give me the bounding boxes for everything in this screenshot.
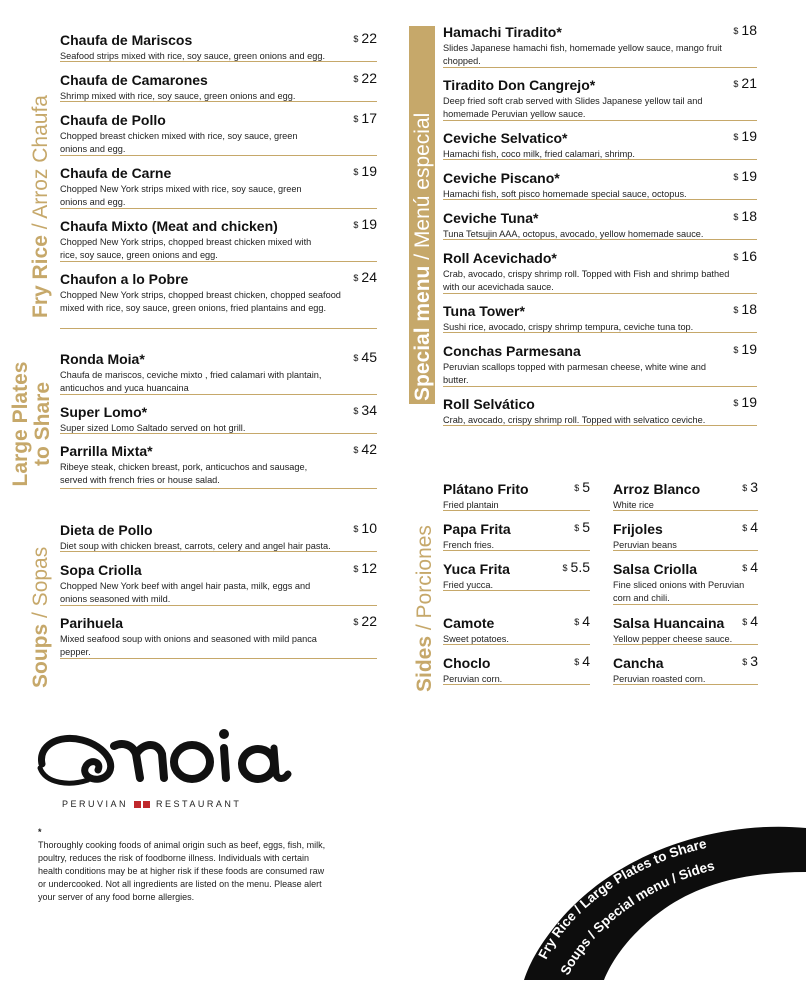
- price-value: 16: [741, 248, 757, 264]
- currency-symbol: $: [733, 345, 739, 355]
- menu-item-price: [574, 653, 590, 670]
- price-value: 4: [582, 613, 590, 629]
- menu-item-price: [353, 216, 377, 233]
- menu-item-description: Chopped New York strips, chopped breast chicken, chopped seafood mixed with rice, soy sauce, green onions, fried plantains and egg.: [60, 290, 341, 313]
- menu-item-price: [733, 75, 757, 92]
- menu-item: [443, 210, 757, 240]
- menu-item-price: [574, 519, 590, 536]
- menu-item-price: [353, 441, 377, 458]
- currency-symbol: $: [733, 172, 739, 182]
- menu-item-description: Chopped New York beef with angel hair pasta, milk, eggs and onions seasoned with mild.: [60, 581, 311, 604]
- menu-item-price: [574, 479, 590, 496]
- menu-item-price: [574, 613, 590, 630]
- menu-item-price: [353, 163, 377, 180]
- menu-item-description: Shrimp mixed with rice, soy sauce, green onions and egg.: [60, 91, 296, 101]
- menu-item: [613, 615, 758, 645]
- moia-logo: [36, 724, 292, 788]
- menu-item-name: Parihuela: [60, 615, 124, 631]
- currency-symbol: $: [742, 657, 748, 667]
- menu-item-price: [742, 519, 758, 536]
- menu-item-price: [353, 269, 377, 286]
- price-value: 34: [361, 402, 377, 418]
- menu-item: [60, 404, 377, 434]
- menu-item-price: [353, 520, 377, 537]
- price-value: 3: [750, 653, 758, 669]
- menu-item-price: [733, 248, 757, 265]
- price-value: 3: [750, 479, 758, 495]
- currency-symbol: $: [574, 657, 580, 667]
- currency-symbol: $: [353, 406, 359, 416]
- price-value: 5: [582, 519, 590, 535]
- menu-item: [60, 218, 377, 262]
- price-value: 19: [361, 216, 377, 232]
- menu-item-description: Peruvian roasted corn.: [613, 674, 706, 684]
- menu-item-name: Ronda Moia*: [60, 351, 145, 367]
- menu-item: [60, 32, 377, 62]
- menu-item-name: Choclo: [443, 655, 491, 671]
- price-value: 10: [361, 520, 377, 536]
- menu-item: [443, 130, 757, 160]
- price-value: 19: [741, 128, 757, 144]
- menu-item: [443, 615, 590, 645]
- currency-symbol: $: [562, 563, 568, 573]
- menu-item-price: [733, 208, 757, 225]
- menu-item: [443, 170, 757, 200]
- menu-item-description: Fine sliced onions with Peruvian corn and chili.: [613, 580, 745, 603]
- menu-item-description: Slides Japanese hamachi fish, homemade yellow sauce, mango fruit chopped.: [443, 43, 722, 66]
- menu-item-description: Fried yucca.: [443, 580, 494, 590]
- menu-item-price: [742, 559, 758, 576]
- menu-item: [60, 271, 377, 329]
- menu-item-name: Chaufa de Mariscos: [60, 32, 193, 48]
- menu-item-name: Roll Selvático: [443, 396, 535, 412]
- menu-item-description: Hamachi fish, coco milk, fried calamari, shrimp.: [443, 149, 635, 159]
- sides-left-column: [443, 481, 590, 691]
- menu-item: [443, 303, 757, 333]
- currency-symbol: $: [733, 305, 739, 315]
- menu-item-price: [733, 301, 757, 318]
- currency-symbol: $: [353, 74, 359, 84]
- price-value: 42: [361, 441, 377, 457]
- currency-symbol: $: [353, 564, 359, 574]
- menu-item-price: [563, 559, 590, 576]
- price-value: 18: [741, 208, 757, 224]
- menu-item-name: Salsa Criolla: [613, 561, 698, 577]
- menu-item-description: Sushi rice, avocado, crispy shrimp tempura, ceviche tuna top.: [443, 322, 694, 332]
- menu-item: [443, 250, 757, 294]
- currency-symbol: $: [742, 617, 748, 627]
- menu-item-description: Sweet potatoes.: [443, 634, 509, 644]
- menu-item-price: [353, 70, 377, 87]
- price-value: 19: [741, 341, 757, 357]
- currency-symbol: $: [733, 252, 739, 262]
- menu-item-price: [353, 402, 377, 419]
- menu-item-description: Deep fried soft crab served with Slides Japanese yellow tail and homemade Peruvian yellow sauce.: [443, 96, 703, 119]
- menu-item-description: Tuna Tetsujin AAA, octopus, avocado, yellow homemade sauce.: [443, 229, 704, 239]
- menu-item-name: Tiradito Don Cangrejo*: [443, 77, 596, 93]
- price-value: 22: [361, 30, 377, 46]
- price-value: 4: [750, 559, 758, 575]
- menu-item-description: Yellow pepper cheese sauce.: [613, 634, 733, 644]
- menu-item-description: Crab, avocado, crispy shrimp roll. Topped with selvatico ceviche.: [443, 415, 706, 425]
- large-plates-section-title: Large Plates to Share: [9, 361, 54, 487]
- currency-symbol: $: [742, 563, 748, 573]
- price-value: 12: [361, 560, 377, 576]
- fry-rice-section-title: Fry Rice / Arroz Chaufa: [29, 95, 52, 318]
- menu-item-name: Chaufon a lo Pobre: [60, 271, 189, 287]
- menu-item-description: Mixed seafood soup with onions and seasoned with mild panca pepper.: [60, 634, 317, 657]
- menu-item-name: Chaufa de Camarones: [60, 72, 208, 88]
- price-value: 19: [741, 394, 757, 410]
- menu-item-name: Cancha: [613, 655, 664, 671]
- menu-item-price: [742, 653, 758, 670]
- menu-item: [60, 522, 377, 552]
- menu-item-name: Tuna Tower*: [443, 303, 525, 319]
- currency-symbol: $: [574, 617, 580, 627]
- disclaimer-mark: *: [38, 827, 42, 837]
- price-value: 5.5: [570, 559, 590, 575]
- menu-item-name: Arroz Blanco: [613, 481, 701, 497]
- menu-item-price: [353, 349, 377, 366]
- section-index-swoosh: [500, 810, 806, 980]
- price-value: 18: [741, 301, 757, 317]
- menu-item-name: Chaufa de Carne: [60, 165, 172, 181]
- menu-item-price: [733, 128, 757, 145]
- menu-item: [613, 521, 758, 551]
- swoosh-line-1: Fry Rice / Large Plates to Share: [535, 836, 708, 962]
- large-plates-section: [60, 351, 377, 491]
- menu-item-name: Conchas Parmesana: [443, 343, 581, 359]
- menu-item: [60, 351, 377, 395]
- menu-item: [443, 77, 757, 121]
- currency-symbol: $: [742, 523, 748, 533]
- currency-symbol: $: [733, 26, 739, 36]
- menu-item: [60, 562, 377, 606]
- brand-tagline: PERUVIAN RESTAURANT: [62, 799, 242, 809]
- red-square-icon: [143, 801, 150, 808]
- currency-symbol: $: [353, 524, 359, 534]
- menu-item-description: Fried plantain: [443, 500, 499, 510]
- menu-item-description: Ribeye steak, chicken breast, pork, anticuchos and sausage, served with french fries or house salad.: [60, 462, 308, 485]
- menu-item-description: Diet soup with chicken breast, carrots, celery and angel hair pasta.: [60, 541, 331, 551]
- menu-item: [443, 655, 590, 685]
- menu-item: [60, 165, 377, 209]
- disclaimer-text: Thoroughly cooking foods of animal origin such as beef, eggs, fish, milk, poultry, reduces the risk of foodborne illness. Individuals with certain health conditions may be at higher risk if these foods are consumed raw or undercooked. Not all ingredients are listed on the menu. Please alert your server of any food borne allergies.: [38, 840, 326, 902]
- menu-item: [60, 72, 377, 102]
- price-value: 5: [582, 479, 590, 495]
- menu-item: [60, 615, 377, 659]
- menu-item: [443, 521, 590, 551]
- swoosh-line-2: Soups / Special menu / Sides: [557, 857, 716, 978]
- menu-item: [443, 481, 590, 511]
- menu-item: [613, 655, 758, 685]
- menu-item-name: Yuca Frita: [443, 561, 510, 577]
- sides-section-title: Sides / Porciones: [413, 525, 436, 692]
- sides-right-column: [613, 481, 758, 691]
- currency-symbol: $: [353, 273, 359, 283]
- currency-symbol: $: [353, 34, 359, 44]
- price-value: 17: [361, 110, 377, 126]
- menu-item-name: Ceviche Tuna*: [443, 210, 539, 226]
- special-menu-section-title: Special menu / Menú especial: [411, 112, 434, 401]
- menu-item-price: [733, 394, 757, 411]
- menu-item-price: [733, 168, 757, 185]
- menu-item-price: [733, 22, 757, 39]
- menu-item-name: Salsa Huancaina: [613, 615, 725, 631]
- menu-item-description: White rice: [613, 500, 654, 510]
- price-value: 22: [361, 613, 377, 629]
- red-square-icon: [134, 801, 141, 808]
- menu-item-price: [353, 30, 377, 47]
- currency-symbol: $: [353, 353, 359, 363]
- currency-symbol: $: [733, 132, 739, 142]
- price-value: 18: [741, 22, 757, 38]
- menu-item: [443, 396, 757, 426]
- menu-item-name: Parrilla Mixta*: [60, 443, 153, 459]
- price-value: 21: [741, 75, 757, 91]
- currency-symbol: $: [353, 617, 359, 627]
- menu-item-price: [353, 560, 377, 577]
- menu-item-name: Frijoles: [613, 521, 663, 537]
- menu-item-description: Peruvian beans: [613, 540, 677, 550]
- menu-item-price: [353, 613, 377, 630]
- price-value: 4: [750, 519, 758, 535]
- menu-item: [443, 343, 757, 387]
- menu-item-name: Chaufa de Pollo: [60, 112, 166, 128]
- soups-section-title: Soups / Sopas: [29, 546, 52, 688]
- soups-section: [60, 522, 377, 662]
- menu-item-name: Sopa Criolla: [60, 562, 142, 578]
- currency-symbol: $: [574, 523, 580, 533]
- menu-item: [443, 24, 757, 68]
- price-value: 22: [361, 70, 377, 86]
- menu-item-description: Chopped New York strips mixed with rice, soy sauce, green onions and egg.: [60, 184, 302, 207]
- menu-item-description: Chopped New York strips, chopped breast chicken mixed with rice, soy sauce, green onions and egg.: [60, 237, 312, 260]
- menu-item-price: [733, 341, 757, 358]
- currency-symbol: $: [353, 114, 359, 124]
- price-value: 24: [361, 269, 377, 285]
- menu-item-price: [353, 110, 377, 127]
- menu-item-name: Roll Acevichado*: [443, 250, 557, 266]
- menu-item-description: Seafood strips mixed with rice, soy sauce, green onions and egg.: [60, 51, 326, 61]
- currency-symbol: $: [574, 483, 580, 493]
- menu-item-name: Camote: [443, 615, 495, 631]
- currency-symbol: $: [353, 220, 359, 230]
- menu-item-description: Peruvian corn.: [443, 674, 503, 684]
- menu-item-name: Chaufa Mixto (Meat and chicken): [60, 218, 278, 234]
- currency-symbol: $: [733, 79, 739, 89]
- menu-item-description: Hamachi fish, soft pisco homemade special sauce, octopus.: [443, 189, 687, 199]
- allergy-disclaimer: [38, 826, 328, 904]
- price-value: 4: [582, 653, 590, 669]
- menu-item: [60, 443, 377, 489]
- menu-item: [60, 112, 377, 156]
- menu-item-description: Peruvian scallops topped with parmesan cheese, white wine and butter.: [443, 362, 707, 385]
- menu-item-name: Dieta de Pollo: [60, 522, 153, 538]
- menu-item-description: Super sized Lomo Saltado served on hot grill.: [60, 423, 246, 433]
- price-value: 19: [741, 168, 757, 184]
- menu-item-price: [742, 479, 758, 496]
- currency-symbol: $: [733, 398, 739, 408]
- menu-item-name: Plátano Frito: [443, 481, 529, 497]
- currency-symbol: $: [353, 167, 359, 177]
- menu-item-name: Ceviche Piscano*: [443, 170, 560, 186]
- menu-item: [613, 561, 758, 605]
- menu-item: [443, 561, 590, 591]
- special-menu-section: [443, 24, 757, 434]
- menu-item-description: French fries.: [443, 540, 495, 550]
- price-value: 19: [361, 163, 377, 179]
- fry-rice-section: [60, 32, 377, 332]
- price-value: 45: [361, 349, 377, 365]
- menu-item-description: Crab, avocado, crispy shrimp roll. Topped with Fish and shrimp bathed with our acevichada sauce.: [443, 269, 730, 292]
- currency-symbol: $: [353, 445, 359, 455]
- menu-item-name: Papa Frita: [443, 521, 511, 537]
- menu-item-description: Chaufa de mariscos, ceviche mixto , fried calamari with plantain, anticuchos and yuca huancaina: [60, 370, 322, 393]
- menu-item-name: Super Lomo*: [60, 404, 148, 420]
- price-value: 4: [750, 613, 758, 629]
- menu-item: [613, 481, 758, 511]
- currency-symbol: $: [733, 212, 739, 222]
- menu-item-name: Hamachi Tiradito*: [443, 24, 562, 40]
- menu-item-name: Ceviche Selvatico*: [443, 130, 568, 146]
- menu-item-description: Chopped breast chicken mixed with rice, soy sauce, green onions and egg.: [60, 131, 298, 154]
- currency-symbol: $: [742, 483, 748, 493]
- menu-item-price: [742, 613, 758, 630]
